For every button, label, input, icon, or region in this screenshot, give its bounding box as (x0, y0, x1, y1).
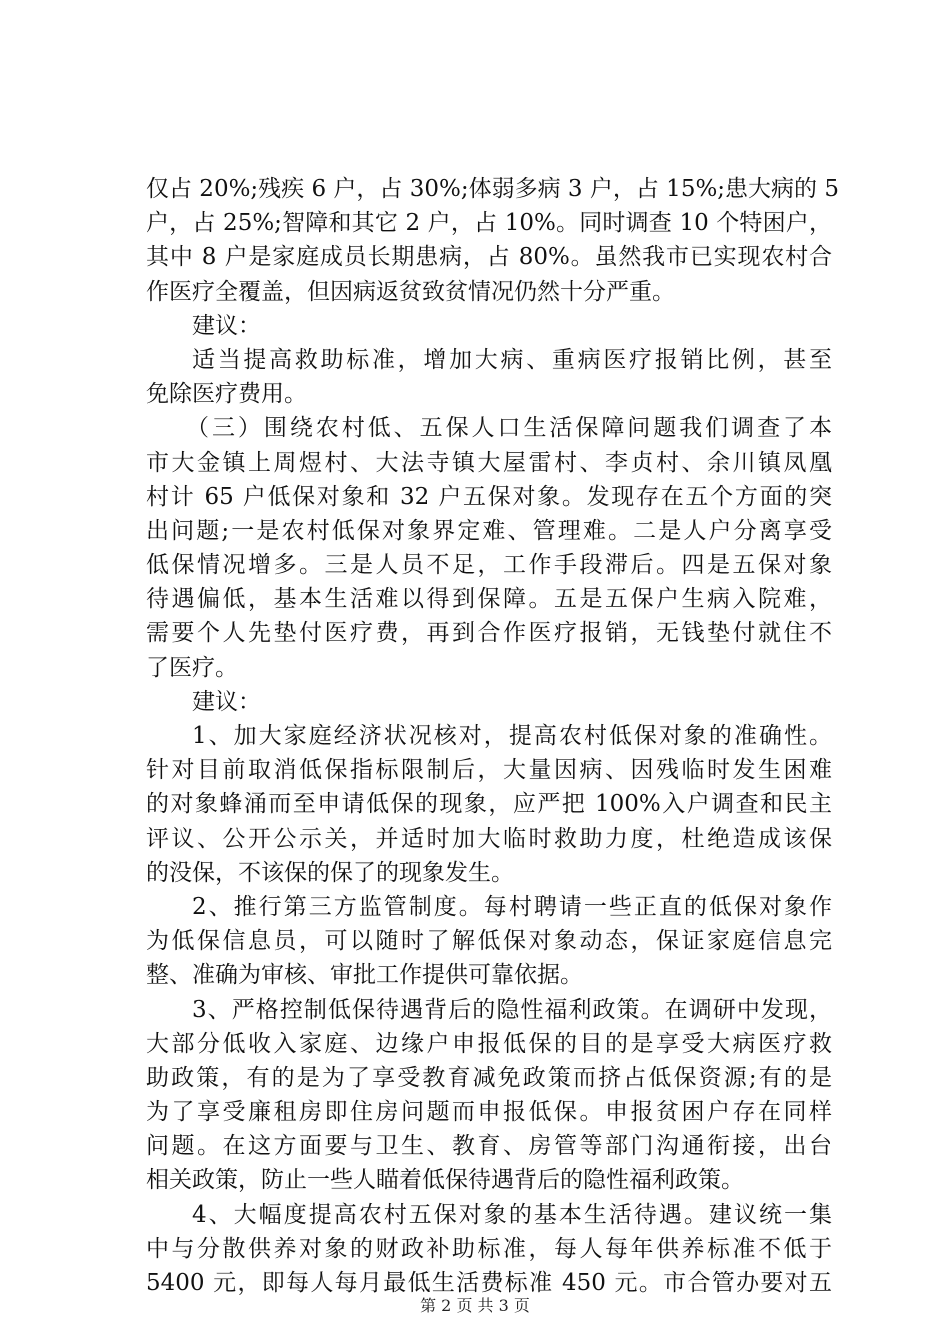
text-line: 为低保信息员，可以随时了解低保对象动态，保证家庭信息完 (146, 928, 832, 955)
text-line: 村计 65 户低保对象和 32 户五保对象。发现存在五个方面的突 (146, 483, 832, 510)
text-line: 其中 8 户是家庭成员长期患病，占 80%。虽然我市已实现农村合 (146, 244, 832, 271)
text-line: 为了享受廉租房即住房问题而申报低保。申报贫困户存在同样 (146, 1099, 832, 1126)
text-line: 出问题;一是农村低保对象界定难、管理难。二是人户分离享受 (146, 517, 832, 544)
text-line: 的没保，不该保的保了的现象发生。 (146, 859, 514, 886)
text-line: 仅占 20%;残疾 6 户，占 30%;体弱多病 3 户，占 15%;患大病的 5 (146, 176, 839, 202)
text-line: 4、大幅度提高农村五保对象的基本生活待遇。建议统一集 (192, 1201, 832, 1228)
document-body (146, 172, 839, 1300)
text-line: 户，占 25%;智障和其它 2 户，占 10%。同时调查 10 个特困户， (146, 210, 832, 237)
section-label: 建议： (192, 688, 261, 715)
text-line: 针对目前取消低保指标限制后，大量因病、因残临时发生困难 (146, 757, 832, 784)
text-line: （三）围绕农村低、五保人口生活保障问题我们调查了本 (186, 415, 832, 442)
text-line: 的对象蜂涌而至申请低保的现象，应严把 100%入户调查和民主 (146, 791, 832, 818)
text-line: 整、准确为审核、审批工作提供可靠依据。 (146, 962, 583, 989)
section-label: 建议： (192, 312, 261, 339)
text-line: 需要个人先垫付医疗费，再到合作医疗报销，无钱垫付就住不 (146, 620, 832, 647)
text-line: 2、推行第三方监管制度。每村聘请一些正直的低保对象作 (192, 893, 832, 920)
text-line: 助政策，有的是为了享受教育减免政策而挤占低保资源;有的是 (146, 1064, 832, 1091)
text-line: 大部分低收入家庭、边缘户申报低保的目的是享受大病医疗救 (146, 1030, 832, 1057)
page-footer: 第 2 页 共 3 页 (420, 1296, 530, 1315)
text-line: 市大金镇上周煜村、大法寺镇大屋雷村、李贞村、余川镇凤凰 (146, 449, 832, 476)
text-line: 待遇偏低，基本生活难以得到保障。五是五保户生病入院难， (146, 586, 832, 613)
text-line: 问题。在这方面要与卫生、教育、房管等部门沟通衔接，出台 (146, 1133, 832, 1160)
text-line: 免除医疗费用。 (146, 381, 307, 408)
text-line: 作医疗全覆盖，但因病返贫致贫情况仍然十分严重。 (146, 278, 675, 305)
text-line: 了医疗。 (146, 654, 238, 681)
text-line: 适当提高救助标准，增加大病、重病医疗报销比例，甚至 (192, 346, 832, 373)
text-line: 3、严格控制低保待遇背后的隐性福利政策。在调研中发现， (192, 996, 832, 1023)
text-line: 低保情况增多。三是人员不足，工作手段滞后。四是五保对象 (146, 552, 832, 579)
text-line: 1、加大家庭经济状况核对，提高农村低保对象的准确性。 (192, 723, 832, 749)
text-line: 中与分散供养对象的财政补助标准，每人每年供养标准不低于 (146, 1235, 832, 1262)
text-line: 相关政策，防止一些人瞄着低保待遇背后的隐性福利政策。 (146, 1167, 744, 1194)
text-line: 5400 元，即每人每月最低生活费标准 450 元。市合管办要对五 (146, 1270, 832, 1296)
text-line: 评议、公开公示关，并适时加大临时救助力度，杜绝造成该保 (146, 825, 832, 852)
